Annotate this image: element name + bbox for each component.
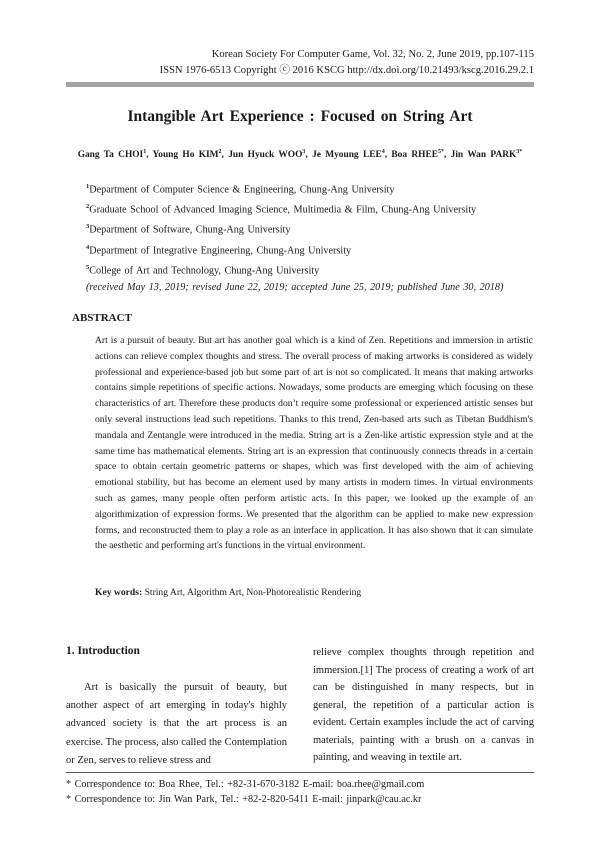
keywords [95,587,361,598]
affiliations [86,179,503,297]
abstract-text: Art is a pursuit of beauty. But art has another goal which is a kind of Zen. Repetitions and immersion in artistic actions can relieve complex thoughts and stress. The overall process of making artworks is considered as widely professional and experience-based job but some part of art is not so complicated. It means that making artworks contains simple repetitions of specific actions. Nowadays, some products are emerging which focusing on these characteristics of art. Therefore these products don’t require some professional or experienced artistic senses but only several instructions lead such repetitions. Thanks to this trend, Zen-based arts such as Tibetan Buddhism's mandala and Zentangle were introduced in the media. String art is a Zen-like artistic expression style and at the same time has mathematical elements. String art is an expression that continuously connects threads in a certain space to obtain certain geometric patterns or shapes, which was first developed with the aim of achieving emotional stability, but has become an element used by many artists in modern times. In virtual environments such as games, many people often perform artistic acts. In this paper, we looked up the example of an algorithmization of expression forms. We presented that the algorithm can be applied to make new expression forms, and reconstructed them to play a role as an interface in application. It has also shown that it can simulate the aesthetic and performing art's functions in the virtual environment. [95,335,533,552]
affiliation: $^3$Department of Software, Chung-Ang University [86,223,291,236]
author: Je Myoung LEE$^4$ [312,149,385,161]
author: Young Ho KIM$^2$ [152,149,222,161]
affiliation: $^2$Graduate School of Advanced Imaging Science, Multimedia & Film, Chung-Ang University [86,203,477,216]
intro-left-column: Art is basically the pursuit of beauty, but another aspect of art emerging in today's highly advanced society is that the art process is an exercise. The process, also called the Contemplation or Zen, serves to relieve stress and [66,682,287,766]
author-list: Gang Ta CHOI$^1$, Young Ho KIM$^2$, Jun Hyuck WOO$^3$, Je Myoung LEE$^4$, Boa $RHEE^{5*}$, Jin Wan $PARK^{3*}$ [77,149,523,161]
abstract-heading: ABSTRACT [72,312,132,324]
author: Jin Wan $PARK^{3*}$ [450,149,523,161]
footnote-rule [66,772,534,773]
keywords-label: Key words: [95,587,143,598]
footnotes [66,777,424,807]
footnote: * Correspondence to: Boa Rhee, Tel.: +82-31-670-3182 E-mail: boa.rhee@gmail.com [66,779,425,790]
author: Jun Hyuck WOO$^3$ [228,149,306,161]
header-rule [66,82,534,87]
journal-info: Korean Society For Computer Game, Vol. 32, No. 2, June 2019, pp.107-115 [211,49,534,60]
intro-right-column: relieve complex thoughts through repetition and immersion.[1] The process of creating a work of art can be distinguished in many respects, but in general, the repetition of a particular action is evident. Certain examples include the act of carving materials, painting with a brush on a canvas in painting, and weaving in textile art. [313,647,534,763]
author: Boa $RHEE^{5*}$ [391,149,444,161]
received-dates: (received May 13, 2019; revised June 22, 2019; accepted June 25, 2019; published June 30, 2018) [86,281,504,293]
keywords-text: String Art, Algorithm Art, Non-Photorealistic Rendering [142,587,362,598]
footnote: * Correspondence to: Jin Wan Park, Tel.: +82-2-820-5411 E-mail: jinpark@cau.ac.kr [66,794,422,805]
affiliation: $^5$College of Art and Technology, Chung-Ang University [86,263,320,277]
affiliation: $^4$Department of Integrative Engineering, Chung-Ang University [86,243,352,256]
issn-copyright-line: ISSN 1976-6513 Copyright ⓒ 2016 KSCG http://dx.doi.org/10.21493/kscg.2016.29.2.1 [159,65,534,76]
paper-title: Intangible Art Experience : Focused on String Art [127,108,473,125]
affiliation: $^1$Department of Computer Science & Engineering, Chung-Ang University [86,183,395,196]
author: Gang Ta CHOI$^1$ [77,149,147,161]
section-heading: 1. Introduction [66,645,140,657]
